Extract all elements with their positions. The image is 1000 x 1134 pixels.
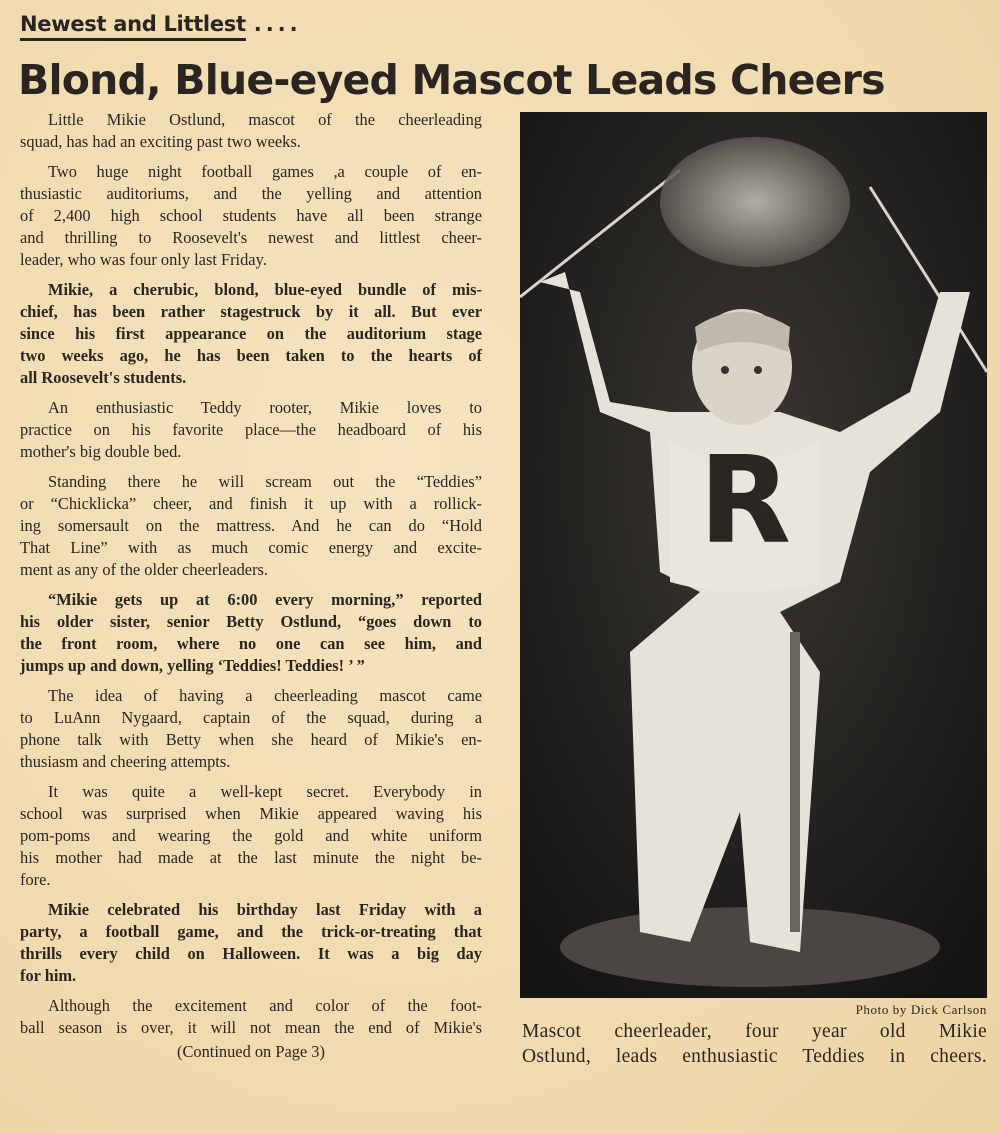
paragraph-line: ball season is over, it will not mean the end of Mikie's <box>20 1018 482 1037</box>
paragraph-line: “Mikie gets up at 6:00 every morning,” reported <box>48 590 482 609</box>
paragraph-line: to LuAnn Nygaard, captain of the squad, during a <box>20 708 482 727</box>
paragraph-line: school was surprised when Mikie appeared waving his <box>20 804 482 823</box>
kicker-dots: .... <box>253 12 302 36</box>
photo-credit: Photo by Dick Carlson <box>855 1002 987 1017</box>
paragraph-line: or “Chicklicka” cheer, and finish it up with a rollick- <box>20 494 482 513</box>
paragraph-line: Two huge night football games ,a couple of en- <box>48 162 482 181</box>
article-paragraph <box>20 781 482 891</box>
paragraph-line: mother's big double bed. <box>20 442 182 461</box>
kicker <box>20 12 302 41</box>
article-paragraph <box>20 899 482 987</box>
paragraph-line: An enthusiastic Teddy rooter, Mikie loves to <box>48 398 482 417</box>
paragraph-line: ing somersault on the mattress. And he can do “Hold <box>20 516 482 535</box>
paragraph-line: and thrilling to Roosevelt's newest and littlest cheer- <box>20 228 482 247</box>
paragraph-line: his older sister, senior Betty Ostlund, “goes down to <box>20 612 482 631</box>
article-paragraph <box>20 397 482 463</box>
uniform-letter: R <box>698 432 792 571</box>
paragraph-line: ment as any of the older cheerleaders. <box>20 560 269 579</box>
article-paragraph <box>20 109 482 153</box>
article-paragraph <box>20 995 482 1039</box>
paragraph-line: pom-poms and wearing the gold and white uniform <box>20 826 482 845</box>
paragraph-line: It was quite a well-kept secret. Everybody in <box>48 782 482 801</box>
article-paragraph <box>20 161 482 271</box>
paragraph-line: practice on his favorite place—the headboard of his <box>20 420 482 439</box>
paragraph-line: his mother had made at the last minute the night be- <box>20 848 482 867</box>
paragraph-line: two weeks ago, he has been taken to the hearts of <box>20 346 482 365</box>
paragraph-line: Mikie celebrated his birthday last Friday with a <box>48 900 482 919</box>
paragraph-line: chief, has been rather stagestruck by it all. But ever <box>20 302 482 321</box>
paragraph-line: squad, has had an exciting past two weeks. <box>20 132 301 151</box>
paragraph-line: of 2,400 high school students have all been strange <box>20 206 482 225</box>
article-paragraph <box>20 279 482 389</box>
mascot-photo <box>520 112 987 998</box>
kicker-text: Newest and Littlest <box>20 12 246 41</box>
paragraph-line: party, a football game, and the trick-or-treating that <box>20 922 482 941</box>
paragraph-line: leader, who was four only last Friday. <box>20 250 267 269</box>
caption-line: Ostlund, leads enthusiastic Teddies in cheers. <box>522 1046 987 1067</box>
paragraph-line: for him. <box>20 966 77 985</box>
photo-illustration <box>520 112 987 998</box>
continued-note: (Continued on Page 3) <box>177 1042 325 1061</box>
paragraph-line: fore. <box>20 870 51 889</box>
article-paragraph <box>20 685 482 773</box>
article-body <box>20 109 482 1047</box>
article-paragraph <box>20 589 482 677</box>
paragraph-line: The idea of having a cheerleading mascot came <box>48 686 482 705</box>
paragraph-line: thrills every child on Halloween. It was a big day <box>20 944 482 963</box>
paragraph-line: all Roosevelt's students. <box>20 368 187 387</box>
paragraph-line: thusiasm and cheering attempts. <box>20 752 231 771</box>
paragraph-line: jumps up and down, yelling ‘Teddies! Teddies! ’ ” <box>20 656 365 675</box>
paragraph-line: Although the excitement and color of the foot- <box>48 996 482 1015</box>
paragraph-line: Mikie, a cherubic, blond, blue-eyed bundle of mis- <box>48 280 482 299</box>
paragraph-line: Little Mikie Ostlund, mascot of the cheerleading <box>48 110 482 129</box>
article-paragraph <box>20 471 482 581</box>
paragraph-line: the front room, where no one can see him, and <box>20 634 482 653</box>
paragraph-line: phone talk with Betty when she heard of Mikie's en- <box>20 730 482 749</box>
paragraph-line: That Line” with as much comic energy and excite- <box>20 538 482 557</box>
caption-line: Mascot cheerleader, four year old Mikie <box>522 1021 987 1042</box>
headline: Blond, Blue-eyed Mascot Leads Cheers <box>18 56 885 104</box>
paragraph-line: thusiastic auditoriums, and the yelling and attention <box>20 184 482 203</box>
photo-caption <box>522 1019 987 1069</box>
paragraph-line: since his first appearance on the auditorium stage <box>20 324 482 343</box>
paragraph-line: Standing there he will scream out the “Teddies” <box>48 472 482 491</box>
